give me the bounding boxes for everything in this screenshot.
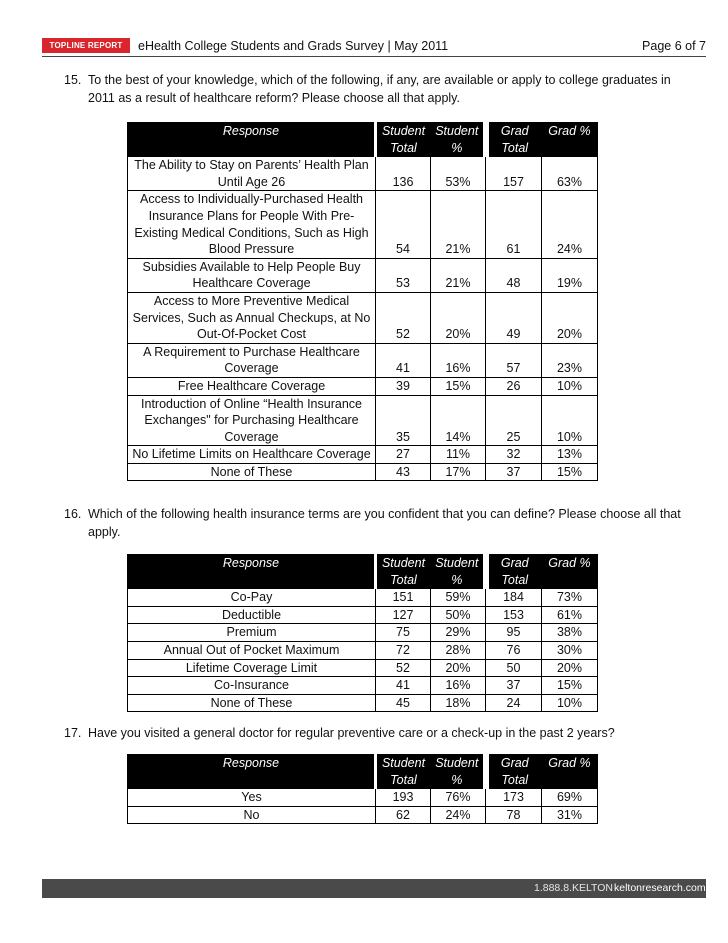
header-grad-total: Grad Total [486,123,542,157]
grad-total-cell: 24 [486,694,542,712]
response-cell: None of These [128,463,376,481]
student-pct-cell: 21% [431,191,486,258]
table-row [128,446,598,464]
student-pct-cell: 28% [431,641,486,659]
response-cell: Co-Insurance [128,677,376,695]
student-total-cell: 41 [376,677,431,695]
header-grad-pct: Grad % [542,755,598,789]
table-header-row [128,123,598,157]
header-response: Response [128,755,376,789]
response-table-q15 [127,122,598,481]
report-title: eHealth College Students and Grads Survey | May 2011 [138,39,449,53]
grad-pct-cell: 20% [542,659,598,677]
student-pct-cell: 15% [431,377,486,395]
response-cell: None of These [128,694,376,712]
page-number: Page 6 of 7 [642,39,706,53]
response-cell: Annual Out of Pocket Maximum [128,641,376,659]
header-response: Response [128,555,376,589]
table-row [128,659,598,677]
question-text: Which of the following health insurance terms are you confident that you can define? Please choose all that apply. [88,507,681,539]
response-cell: A Requirement to Purchase Healthcare Coverage [128,343,376,377]
response-cell: No Lifetime Limits on Healthcare Coverage [128,446,376,464]
grad-pct-cell: 61% [542,606,598,624]
header-grad-total: Grad Total [486,555,542,589]
header-grad-pct: Grad % [542,555,598,589]
student-total-cell: 62 [376,806,431,824]
header-divider [42,56,706,57]
response-cell: Access to More Preventive Medical Services, Such as Annual Checkups, at No Out-Of-Pocket Cost [128,292,376,343]
question-17 [64,724,692,742]
grad-pct-cell: 13% [542,446,598,464]
grad-pct-cell: 20% [542,292,598,343]
student-total-cell: 43 [376,463,431,481]
header-student-total: Student Total [376,755,431,789]
grad-total-cell: 153 [486,606,542,624]
response-table-q16 [127,554,598,712]
question-text: To the best of your knowledge, which of the following, if any, are available or apply to college graduates in 2011 as a result of healthcare reform? Please choose all that apply. [88,73,671,105]
grad-pct-cell: 10% [542,395,598,446]
grad-pct-cell: 38% [542,624,598,642]
question-number: 15. [64,73,82,87]
header-student-pct: Student % [431,555,486,589]
response-cell: Yes [128,789,376,807]
student-total-cell: 41 [376,343,431,377]
table-row [128,677,598,695]
response-table-q17 [127,754,598,824]
footer-website: keltonresearch.com [614,882,706,894]
header-student-total: Student Total [376,555,431,589]
table-row [128,806,598,824]
student-pct-cell: 14% [431,395,486,446]
grad-total-cell: 25 [486,395,542,446]
student-pct-cell: 16% [431,677,486,695]
student-pct-cell: 59% [431,589,486,607]
student-pct-cell: 24% [431,806,486,824]
grad-pct-cell: 19% [542,258,598,292]
table-row [128,694,598,712]
header-student-pct: Student % [431,123,486,157]
question-number: 16. [64,507,82,521]
table-row [128,292,598,343]
table-row [128,343,598,377]
question-16 [64,505,692,541]
grad-pct-cell: 31% [542,806,598,824]
header-grad-total: Grad Total [486,755,542,789]
student-total-cell: 27 [376,446,431,464]
table-row [128,641,598,659]
table-row [128,191,598,258]
header-student-total: Student Total [376,123,431,157]
table-row [128,606,598,624]
header-student-pct: Student % [431,755,486,789]
grad-total-cell: 61 [486,191,542,258]
grad-total-cell: 26 [486,377,542,395]
grad-pct-cell: 63% [542,157,598,191]
table-row [128,395,598,446]
student-pct-cell: 50% [431,606,486,624]
student-pct-cell: 16% [431,343,486,377]
footer-phone: 1.888.8.KELTON [534,882,613,894]
response-cell: Subsidies Available to Help People Buy Healthcare Coverage [128,258,376,292]
header-response: Response [128,123,376,157]
grad-total-cell: 57 [486,343,542,377]
table-row [128,377,598,395]
response-cell: Access to Individually-Purchased Health Insurance Plans for People With Pre-Existing Medical Conditions, Such as High Blood Pressure [128,191,376,258]
student-total-cell: 35 [376,395,431,446]
student-total-cell: 136 [376,157,431,191]
grad-total-cell: 48 [486,258,542,292]
grad-pct-cell: 73% [542,589,598,607]
grad-total-cell: 184 [486,589,542,607]
table-row [128,624,598,642]
table-row [128,589,598,607]
grad-pct-cell: 69% [542,789,598,807]
grad-total-cell: 37 [486,677,542,695]
student-pct-cell: 20% [431,659,486,677]
student-total-cell: 72 [376,641,431,659]
grad-pct-cell: 15% [542,677,598,695]
grad-pct-cell: 23% [542,343,598,377]
grad-total-cell: 32 [486,446,542,464]
student-pct-cell: 20% [431,292,486,343]
header-grad-pct: Grad % [542,123,598,157]
response-cell: The Ability to Stay on Parents’ Health Plan Until Age 26 [128,157,376,191]
student-total-cell: 45 [376,694,431,712]
grad-pct-cell: 10% [542,377,598,395]
table-header-row [128,555,598,589]
student-total-cell: 151 [376,589,431,607]
student-total-cell: 53 [376,258,431,292]
question-15 [64,71,692,107]
grad-pct-cell: 15% [542,463,598,481]
grad-pct-cell: 24% [542,191,598,258]
grad-total-cell: 49 [486,292,542,343]
response-cell: Co-Pay [128,589,376,607]
footer-bar [42,879,706,898]
grad-total-cell: 37 [486,463,542,481]
grad-total-cell: 78 [486,806,542,824]
grad-total-cell: 157 [486,157,542,191]
page-header [42,38,706,54]
response-cell: Introduction of Online “Health Insurance Exchanges" for Purchasing Healthcare Coverage [128,395,376,446]
student-pct-cell: 18% [431,694,486,712]
response-cell: Deductible [128,606,376,624]
response-cell: Premium [128,624,376,642]
table-row [128,463,598,481]
topline-report-badge: TOPLINE REPORT [42,38,130,53]
question-number: 17. [64,726,82,740]
table-row [128,789,598,807]
student-total-cell: 127 [376,606,431,624]
student-pct-cell: 29% [431,624,486,642]
grad-pct-cell: 10% [542,694,598,712]
student-total-cell: 75 [376,624,431,642]
table-header-row [128,755,598,789]
student-total-cell: 54 [376,191,431,258]
student-total-cell: 193 [376,789,431,807]
student-pct-cell: 21% [431,258,486,292]
student-pct-cell: 53% [431,157,486,191]
grad-total-cell: 50 [486,659,542,677]
grad-total-cell: 173 [486,789,542,807]
student-total-cell: 52 [376,292,431,343]
response-cell: Lifetime Coverage Limit [128,659,376,677]
grad-total-cell: 76 [486,641,542,659]
grad-pct-cell: 30% [542,641,598,659]
student-pct-cell: 11% [431,446,486,464]
table-row [128,258,598,292]
student-total-cell: 39 [376,377,431,395]
student-pct-cell: 76% [431,789,486,807]
table-row [128,157,598,191]
student-pct-cell: 17% [431,463,486,481]
student-total-cell: 52 [376,659,431,677]
response-cell: Free Healthcare Coverage [128,377,376,395]
response-cell: No [128,806,376,824]
grad-total-cell: 95 [486,624,542,642]
question-text: Have you visited a general doctor for regular preventive care or a check-up in the past 2 years? [88,726,615,740]
